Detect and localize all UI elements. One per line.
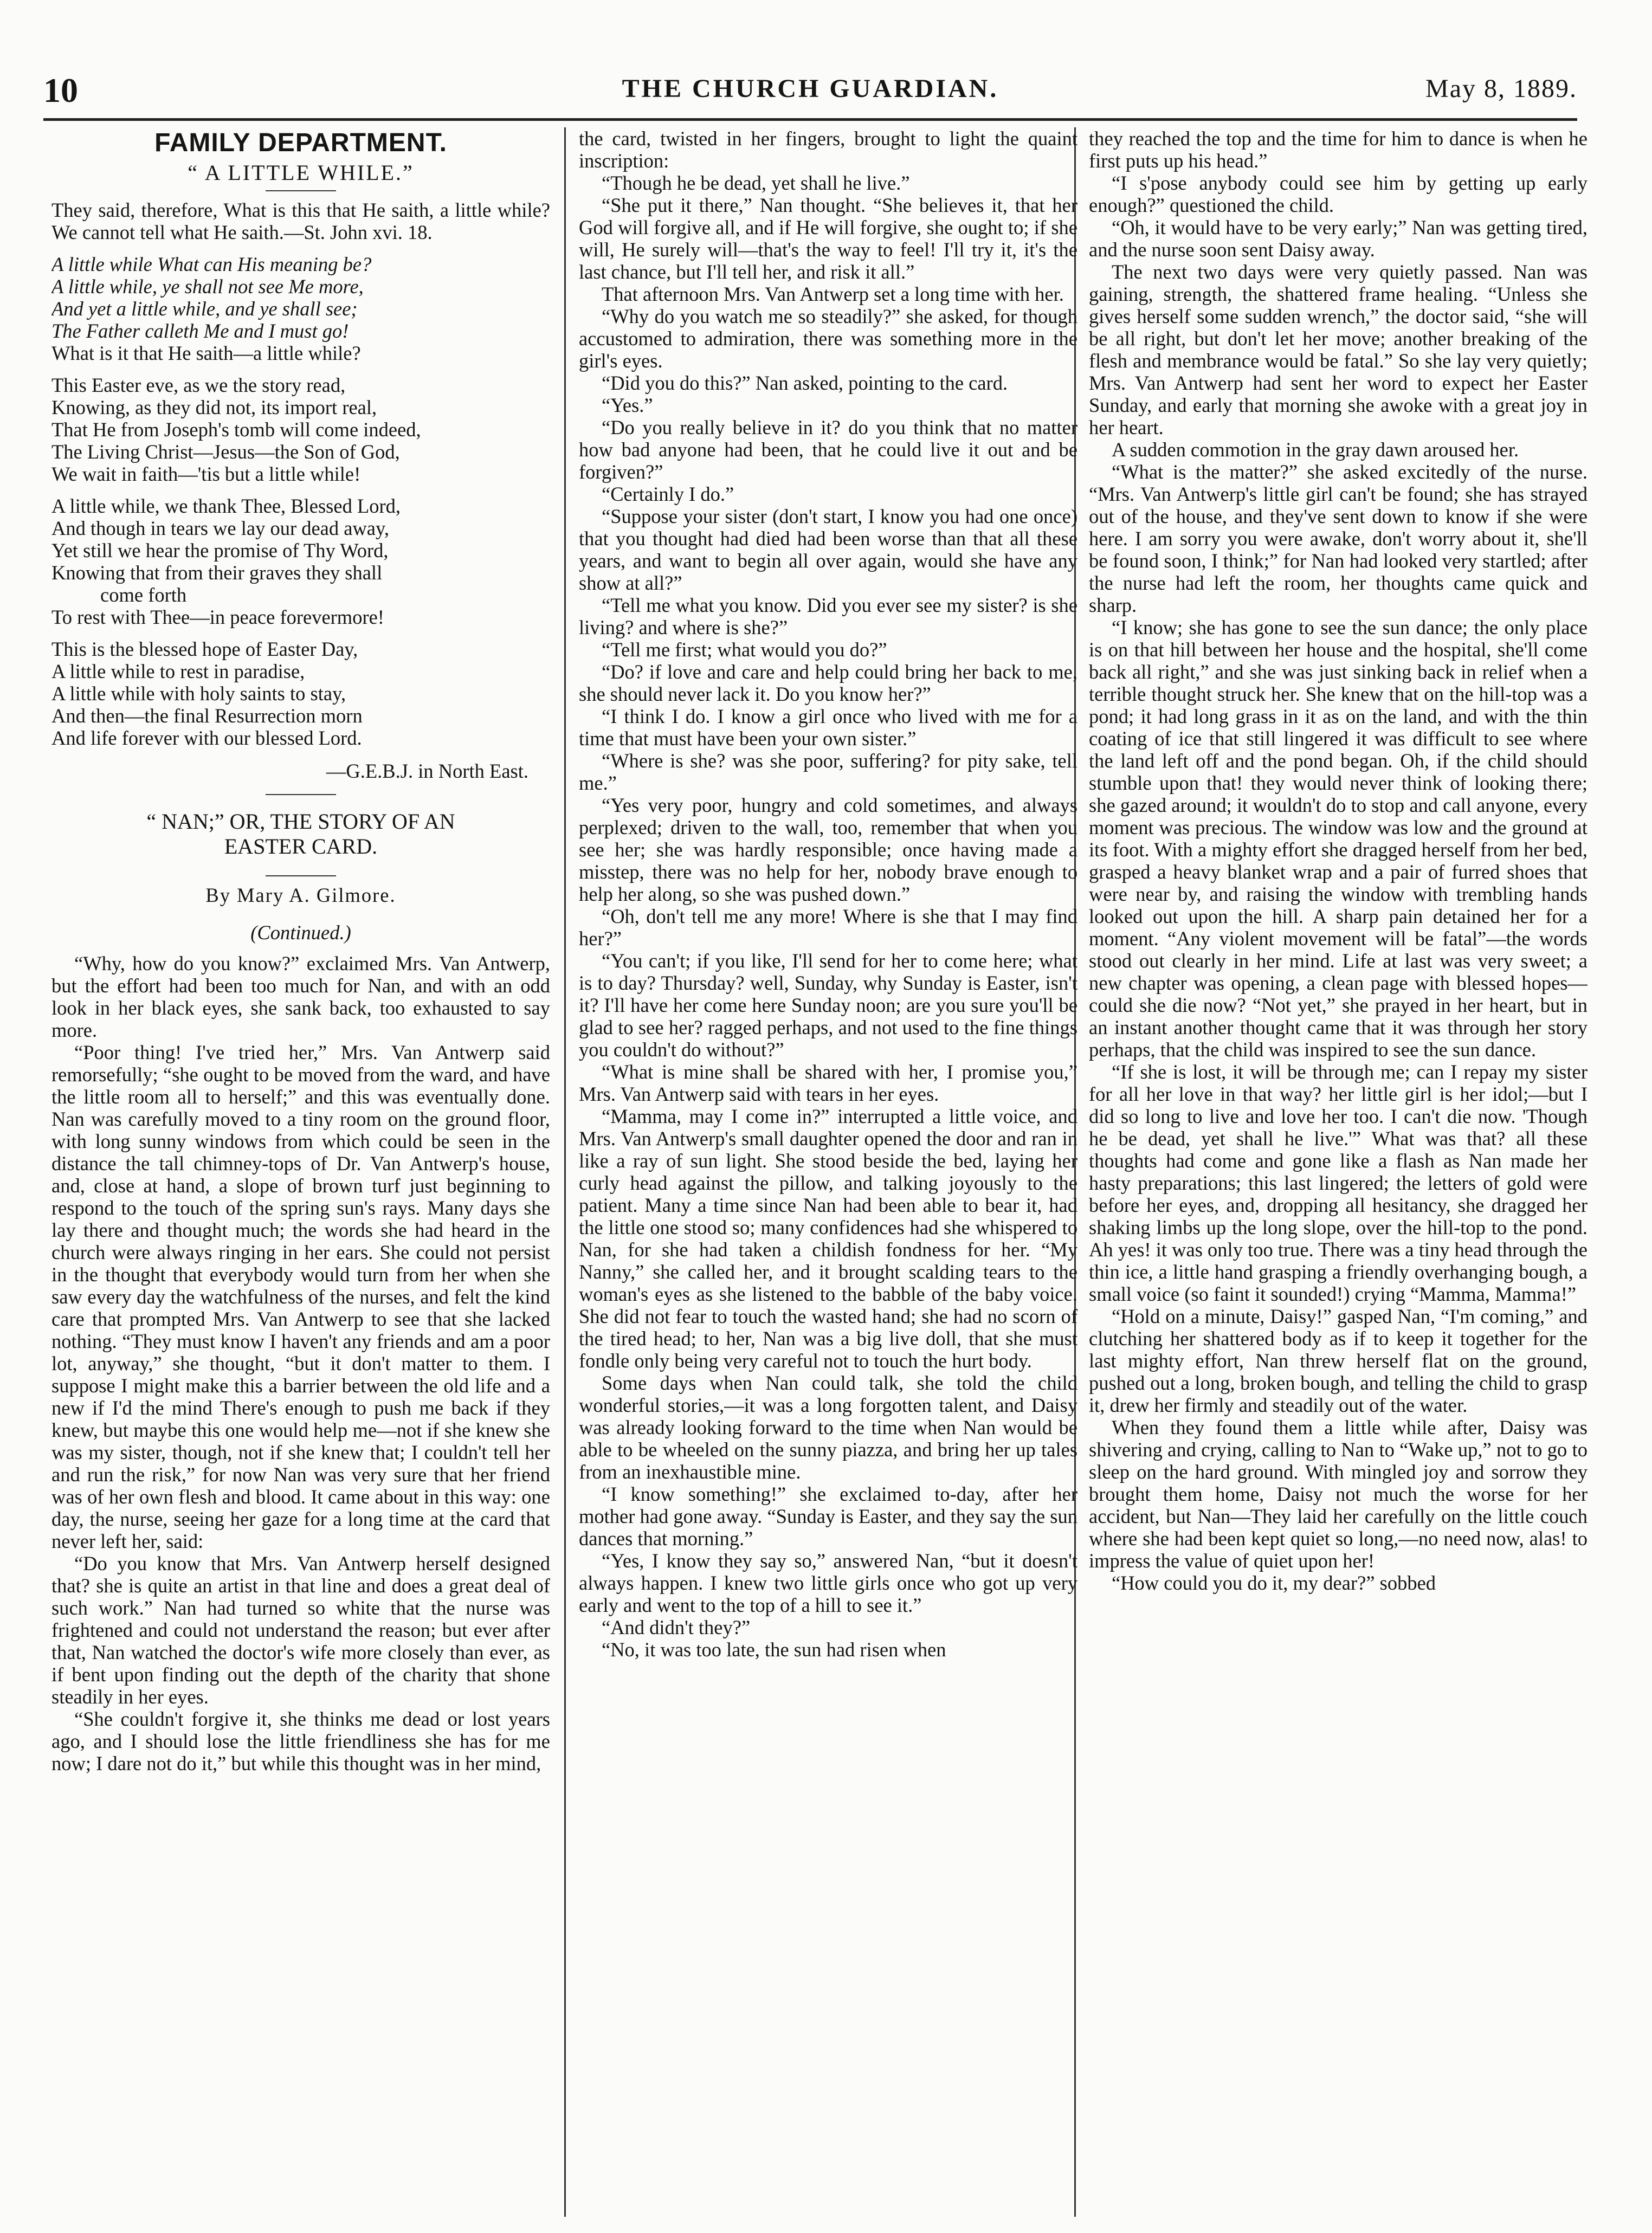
paragraph: the card, twisted in her fingers, brought to light the quaint inscription: xyxy=(579,127,1077,172)
poem-line: And yet a little while, and ye shall see; xyxy=(51,298,358,320)
poem-stanza xyxy=(51,638,550,749)
divider xyxy=(266,794,336,795)
poem-title: “ A LITTLE WHILE.” xyxy=(188,160,414,185)
paragraph: “Yes very poor, hungry and cold sometimes, and always perplexed; driven to the wall, too, remember that when you see her; she was hardly responsible; once having made a misstep, there was no help for her, nobody brave enough to help her along, so she was pushed down.” xyxy=(579,794,1077,905)
paragraph: “Tell me first; what would you do?” xyxy=(602,638,887,661)
poem-line: That He from Joseph's tomb will come indeed, xyxy=(51,418,421,441)
poem-line: A little while with holy saints to stay, xyxy=(51,682,346,705)
page-header xyxy=(43,65,1577,114)
paragraph: “Did you do this?” Nan asked, pointing to the card. xyxy=(602,372,1008,394)
column-2 xyxy=(579,127,1077,2217)
paragraph: “Why do you watch me so steadily?” she asked, for though accustomed to admiration, there was something more in the girl's eyes. xyxy=(579,305,1077,372)
poem-line: The Father calleth Me and I must go! xyxy=(51,320,349,342)
paragraph: That afternoon Mrs. Van Antwerp set a long time with her. xyxy=(602,283,1064,305)
paragraph: “Hold on a minute, Daisy!” gasped Nan, “I'm coming,” and clutching her shattered body as if to keep it together for the last mighty effort, Nan threw herself flat on the ground, pushed out a long, broken bough, and telling the child to grasp it, drew her firmly and steadily out of the water. xyxy=(1089,1305,1588,1416)
poem-line: And life forever with our blessed Lord. xyxy=(51,727,362,749)
poem-line: A little while, we thank Thee, Blessed Lord, xyxy=(51,495,401,517)
paragraph: “No, it was too late, the sun had risen when xyxy=(602,1638,946,1661)
paragraph: “I s'pose anybody could see him by getting up early enough?” questioned the child. xyxy=(1089,172,1588,216)
paragraph: “Yes, I know they say so,” answered Nan, “but it doesn't always happen. I knew two little girls once who got up very early and went to the top of a hill to see it.” xyxy=(579,1550,1077,1616)
paragraph: “If she is lost, it will be through me; can I repay my sister for all her love in that way? her little girl is her idol;—but I did so long to live and love her too. I can't die now. 'Though he be dead, yet shall he live.'” What was that? all these thoughts had come and gone like a flash as Nan made her hasty preparations; this last lingered; the letters of gold were before her eyes, and, dropping all hesitancy, she dragged her shaking limbs up the long slope, over the hill-top to the pond. Ah yes! it was only too true. There was a tiny head through the thin ice, a little hand grasping a friendly overhanging bough, a small voice (so faint it sounded!) crying “Mamma, Mamma!” xyxy=(1089,1061,1588,1305)
paragraph: “She couldn't forgive it, she thinks me dead or lost years ago, and I should lose the little friendliness she has for me now; I dare not do it,” but while this thought was in her mind, xyxy=(51,1708,550,1774)
story-title-line: EASTER CARD. xyxy=(224,834,378,859)
byline: By Mary A. Gilmore. xyxy=(205,884,396,906)
paragraph: “I know something!” she exclaimed to-day, after her mother had gone away. “Sunday is Easter, and they say the sun dances that morning.” xyxy=(579,1483,1077,1550)
poem-line: A little while, ye shall not see Me more, xyxy=(51,275,364,298)
poem-line: And then—the final Resurrection morn xyxy=(51,705,363,727)
issue-date: May 8, 1889. xyxy=(1425,74,1577,103)
paragraph: “She put it there,” Nan thought. “She believes it, that her God will forgive all, and if He will forgive, she ought to; if she will, He surely will—that's the way to feel! I'll try it, it's the last chance, but I'll tell her, and risk it all.” xyxy=(579,194,1077,283)
paragraph: “Tell me what you know. Did you ever see my sister? is she living? and where is she?” xyxy=(579,594,1077,638)
header-rule xyxy=(43,118,1577,121)
paragraph: “Oh, it would have to be very early;” Nan was getting tired, and the nurse soon sent Daisy away. xyxy=(1089,216,1588,261)
poem-line: Knowing, as they did not, its import real, xyxy=(51,396,377,418)
paragraph: “Why, how do you know?” exclaimed Mrs. Van Antwerp, but the effort had been too much for Nan, and with an odd look in her black eyes, she sank back, too exhausted to say more. xyxy=(51,952,550,1041)
poem-attribution: —G.E.B.J. in North East. xyxy=(326,760,528,782)
paragraph: “Suppose your sister (don't start, I know you had one once) that you thought had died had been worse than that all these years, and want to begin all over again, would she have any show at all?” xyxy=(579,505,1077,594)
poem-stanza xyxy=(51,495,550,628)
paragraph: “Mamma, may I come in?” interrupted a little voice, and Mrs. Van Antwerp's small daughter opened the door and ran in like a ray of sun light. She stood beside the bed, laying her curly head against the pillow, and talking joyously to the patient. Many a time since Nan had been able to bear it, had the little one stood so; many confidences had she whispered to Nan, for she had taken a childish fondness for her. “My Nanny,” she called her, and it brought scalding tears to the woman's eyes as she listened to the babble of the baby voice. She did not fear to touch the wasted hand; she had no scorn of the tired head; to her, Nan was a big live doll, that she must fondle only being very careful not to touch the hurt body. xyxy=(579,1105,1077,1372)
epigraph: They said, therefore, What is this that He saith, a little while? We cannot tell what He saith.—St. John xvi. 18. xyxy=(51,199,550,243)
poem-line: And though in tears we lay our dead away, xyxy=(51,517,390,539)
paragraph: A sudden commotion in the gray dawn aroused her. xyxy=(1112,438,1519,461)
paragraph: “What is mine shall be shared with her, I promise you,” Mrs. Van Antwerp said with tears in her eyes. xyxy=(579,1061,1077,1105)
paragraph: “Oh, don't tell me any more! Where is she that I may find her?” xyxy=(579,905,1077,950)
paragraph: “Yes.” xyxy=(602,394,653,416)
story-title-line: “ NAN;” OR, THE STORY OF AN xyxy=(146,809,455,834)
poem-line: come forth xyxy=(100,584,187,606)
column-1 xyxy=(51,127,550,2217)
column-3 xyxy=(1089,127,1588,2217)
paragraph: “Do? if love and care and help could bring her back to me, she should never lack it. Do you know her?” xyxy=(579,661,1077,705)
paragraph: The next two days were very quietly passed. Nan was gaining, strength, the shattered frame healing. “Unless she gives herself some sudden wrench,” the doctor said, “she will be all right, but don't let her move; another breaking of the flesh and membrance would be fatal.” So she lay very quietly; Mrs. Van Antwerp had sent her word to expect her Easter Sunday, and early that morning she awoke with a great joy in her heart. xyxy=(1089,261,1588,438)
continued-note: (Continued.) xyxy=(250,921,351,944)
poem-line: To rest with Thee—in peace forevermore! xyxy=(51,606,384,628)
poem-line: This Easter eve, as we the story read, xyxy=(51,374,346,396)
poem-stanza xyxy=(51,253,550,364)
paragraph: “And didn't they?” xyxy=(602,1616,751,1638)
poem-line: This is the blessed hope of Easter Day, xyxy=(51,638,358,660)
paragraph: “You can't; if you like, I'll send for her to come here; what is to day? Thursday? well, Sunday, why Sunday is Easter, isn't it? I'll have her come here Sunday noon; are you sure you'll be glad to see her? ragged perhaps, and not used to the fine things you couldn't do without?” xyxy=(579,950,1077,1061)
divider xyxy=(266,190,336,191)
column-divider xyxy=(564,127,566,2217)
paragraph: “Though he be dead, yet shall he live.” xyxy=(602,172,910,194)
paragraph: “Where is she? was she poor, suffering? for pity sake, tell me.” xyxy=(579,750,1077,794)
poem-line: A little while to rest in paradise, xyxy=(51,660,305,682)
poem-line: What is it that He saith—a little while? xyxy=(51,342,361,364)
poem-line: Yet still we hear the promise of Thy Word, xyxy=(51,539,389,562)
divider xyxy=(266,875,336,876)
poem-line: A little while What can His meaning be? xyxy=(51,253,372,275)
paragraph: “Poor thing! I've tried her,” Mrs. Van Antwerp said remorsefully; “she ought to be moved from the ward, and have the little room all to herself;” and this was eventually done. Nan was carefully moved to a tiny room on the ground floor, with long sunny windows from which could be seen in the distance the tall chimney-tops of Dr. Van Antwerp's house, and, close at hand, a slope of brown turf just beginning to respond to the touch of the spring sun's rays. Many days she lay there and thought much; the words she had heard in the church were always ringing in her ears. She could not persist in the thought that everybody would turn from her when she saw every day the watchfulness of the nurses, and felt the kind care that prompted Mrs. Van Antwerp to see that she lacked nothing. “They must know I haven't any friends and am a poor lot, anyway,” she thought, “but it don't matter to them. I suppose I might make this a barrier between the old life and a new if I'd the mind There's enough to push me back if they knew, but maybe this one would help me—not if she knew she was my sister, though, not if she knew that; I couldn't tell her and run the risk,” for now Nan was very sure that her friend was of her own flesh and blood. It came about in this way: one day, the nurse, seeing her gaze for a long time at the card that never left her, said: xyxy=(51,1041,550,1552)
paragraph: “Certainly I do.” xyxy=(602,483,734,505)
paragraph: Some days when Nan could talk, she told the child wonderful stories,—it was a long forgotten talent, and Daisy was already looking forward to the time when Nan would be able to be wheeled on the sunny piazza, and bring her up tales from an inexhaustible mine. xyxy=(579,1372,1077,1483)
paragraph: they reached the top and the time for him to dance is when he first puts up his head.” xyxy=(1089,127,1588,172)
paragraph: “I know; she has gone to see the sun dance; the only place is on that hill between her house and the hospital, she'll come back all right,” and she was just sinking back in relief when a terrible thought struck her. She knew that on the hill-top was a pond; it had long grass in it as on the land, and with the thin coating of ice that still lingered it was difficult to see where the land left off and the pond began. Oh, if the child should stumble upon that! they would never think of looking there; she gazed around; it wouldn't do to stop and call anyone, every moment was precious. The window was low and the ground at its foot. With a mighty effort she dragged herself from her bed, grasped a heavy blanket wrap and a pair of furred shoes that were near by, and raising the window with trembling hands looked out upon the hill. A sharp pain detained her for a moment. “Any violent movement will be fatal”—the words stood out clearly in her mind. Life at last was very sweet; a new chapter was opening, a clean page with blessed hopes—could she die now? “Not yet,” she prayed in her heart, but in an instant another thought came that it was through her story perhaps, that the child was inspired to see the sun dance. xyxy=(1089,616,1588,1061)
publication-title: THE CHURCH GUARDIAN. xyxy=(622,74,999,103)
paragraph: When they found them a little while after, Daisy was shivering and crying, calling to Nan to “Wake up,” not to go to sleep on the hard ground. With mingled joy and sorrow they brought them home, Daisy not much the worse for her accident, but Nan—They laid her carefully on the little couch where she had been kept quiet so long,—no need now, alas! to impress the value of quiet upon her! xyxy=(1089,1416,1588,1572)
department-heading: FAMILY DEPARTMENT. xyxy=(154,128,447,157)
poem-stanza xyxy=(51,374,550,485)
paragraph: “I think I do. I know a girl once who lived with me for a time that must have been your own sister.” xyxy=(579,705,1077,750)
paragraph: “Do you know that Mrs. Van Antwerp herself designed that? she is quite an artist in that line and does a great deal of such work.” Nan had turned so white that the nurse was frightened and could not understand the reason; but ever after that, Nan watched the doctor's wife more closely than ever, as if bent upon finding out the depth of the charity that shone steadily in her eyes. xyxy=(51,1552,550,1708)
poem-line: The Living Christ—Jesus—the Son of God, xyxy=(51,441,400,463)
paragraph: “How could you do it, my dear?” sobbed xyxy=(1112,1572,1436,1594)
paragraph: “Do you really believe in it? do you think that no matter how bad anyone had been, that he could live it out and be forgiven?” xyxy=(579,416,1077,483)
story-title xyxy=(51,809,550,859)
page-number: 10 xyxy=(43,71,78,109)
paragraph: “What is the matter?” she asked excitedly of the nurse. “Mrs. Van Antwerp's little girl can't be found; she has strayed out of the house, and they've sent down to know if she were here. I am sorry you were awake, don't worry about it, she'll be found soon, I think;” for Nan had looked very startled; after the nurse had left the room, her thoughts came quick and sharp. xyxy=(1089,461,1588,616)
poem-line: Knowing that from their graves they shall xyxy=(51,562,383,584)
poem-line: We wait in faith—'tis but a little while! xyxy=(51,463,361,485)
